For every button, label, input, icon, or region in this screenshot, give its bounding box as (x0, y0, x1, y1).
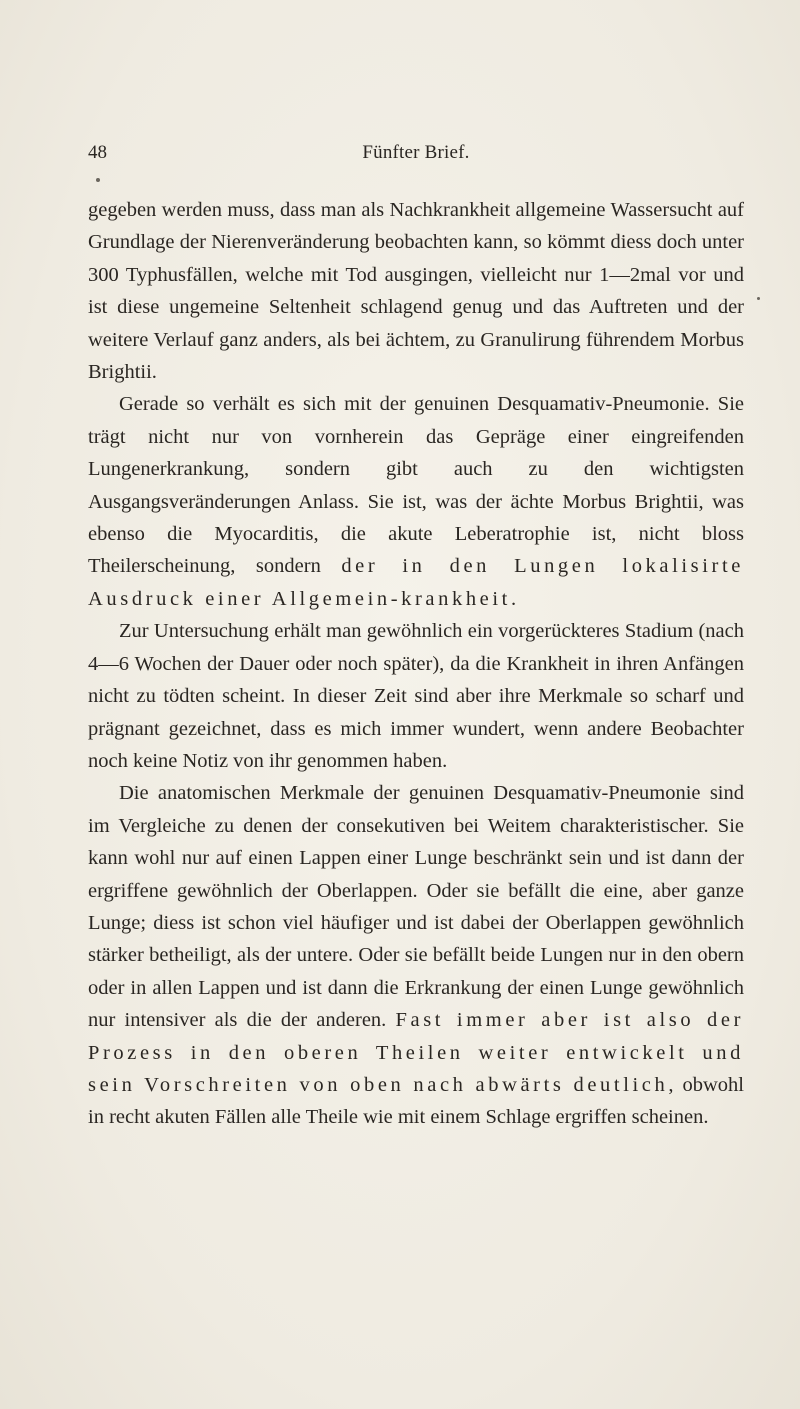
emphasized-text: Fast immer aber ist also der Prozess in den oberen Theilen weiter entwickelt und sein Vorschreiten von oben nach abwärts deutlich, (88, 1009, 745, 1096)
paragraph (88, 777, 744, 1133)
paragraph-text: Die anatomischen Merkmale der genuinen Desquamativ-Pneumonie sind im Vergleiche zu denen der consekutiven bei Weitem charakteristischer. Sie kann wohl nur auf einen Lappen einer Lunge beschränkt sein und ist dann der ergriffene gewöhnlich der Oberlappen. Oder sie befällt die eine, aber ganze Lunge; diess ist schon viel häufiger und ist dabei der Oberlappen gewöhnlich stärker betheiligt, als der untere. Oder sie befällt beide Lungen nur in den obern oder in allen Lappen und ist dann die Erkrankung der einen Lunge gewöhnlich nur intensiver als die der anderen. (88, 782, 744, 1032)
margin-speck (96, 178, 100, 182)
running-head (88, 142, 744, 172)
emphasized-text: der in den Lungen lokalisirte Ausdruck einer Allgemein-krankheit. (88, 555, 744, 610)
margin-speck (757, 297, 760, 300)
paragraph-text: Gerade so verhält es sich mit der genuinen Desquamativ-Pneumonie. Sie trägt nicht nur von vornherein das Gepräge einer eingreifenden Lungenerkrankung, sondern gibt auch zu den wichtigsten Ausgangsveränderungen Anlass. Sie ist, was der ächte Morbus Brightii, was ebenso die Myocarditis, die akute Leberatrophie ist, nicht bloss Theilerscheinung, sondern (88, 393, 744, 578)
paragraph (88, 615, 744, 777)
page-number: 48 (88, 142, 107, 163)
paragraph (88, 388, 744, 615)
paragraph-text: obwohl in recht akuten Fällen alle Theile wie mit einem Schlage ergriffen scheinen. (88, 1073, 744, 1129)
paragraph (88, 194, 744, 388)
body-text (88, 194, 744, 1134)
paragraph-text: gegeben werden muss, dass man als Nachkrankheit allgemeine Wassersucht auf Grundlage der Nierenveränderung beobachten kann, so kömmt diess doch unter 300 Typhusfällen, welche mit Tod ausgingen, vielleicht nur 1—2mal vor und ist diese ungemeine Seltenheit schlagend genug und das Auftreten und der weitere Verlauf ganz anders, als bei ächtem, zu Granulirung führendem Morbus Brightii. (88, 199, 744, 384)
paragraph-text: Zur Untersuchung erhält man gewöhnlich ein vorgerückteres Stadium (nach 4—6 Wochen der Dauer oder noch später), da die Krankheit in ihren Anfängen nicht zu tödten scheint. In dieser Zeit sind aber ihre Merkmale so scharf und prägnant gezeichnet, dass es mich immer wundert, wenn andere Beobachter noch keine Notiz von ihr genommen haben. (88, 620, 744, 772)
running-title: Fünfter Brief. (362, 142, 470, 163)
